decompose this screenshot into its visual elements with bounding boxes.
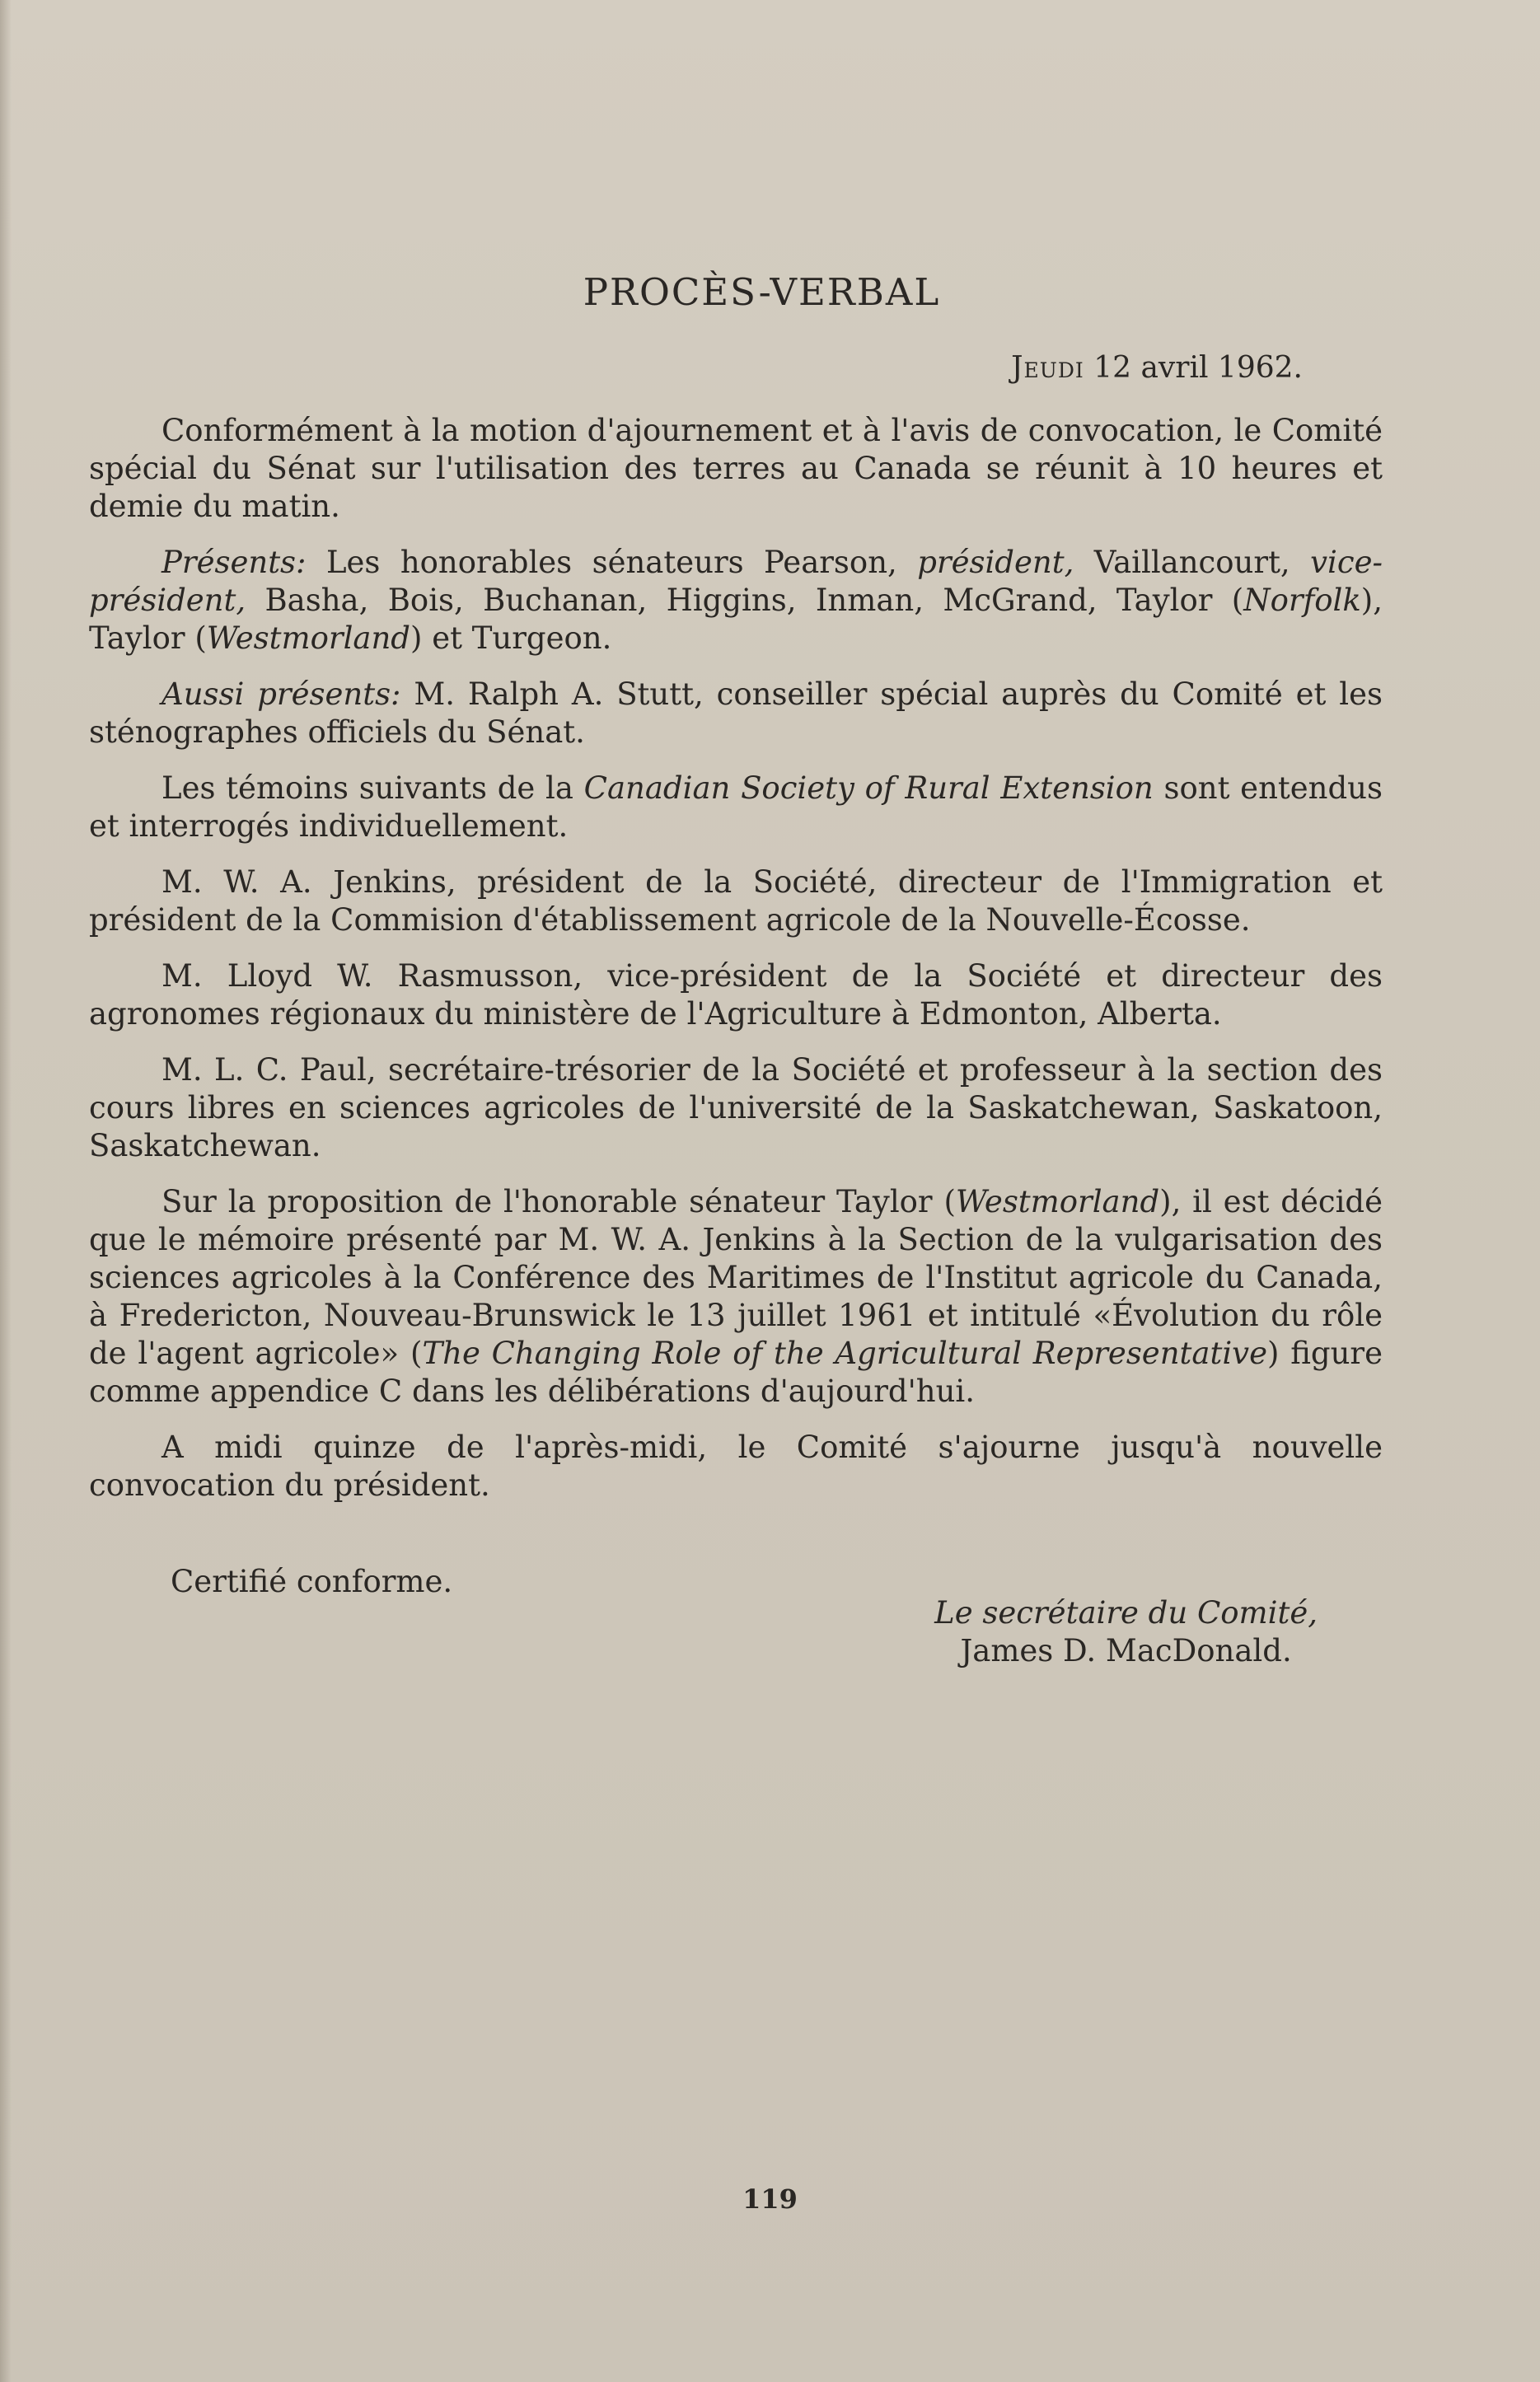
text-run: ) figure comme appendice C dans les délibérations d'aujourd'hui.: [89, 1336, 1383, 1409]
meeting-date-rest: 12 avril 1962.: [1084, 351, 1303, 385]
italic-run: Norfolk: [1243, 583, 1361, 618]
minutes-paragraph: [89, 770, 1383, 845]
minutes-paragraph: [89, 1183, 1383, 1411]
signature-name: James D. MacDonald.: [960, 1633, 1292, 1668]
italic-run: Canadian Society of Rural Extension: [583, 770, 1154, 806]
signature-role: Le secrétaire du Comité,: [934, 1595, 1318, 1631]
italic-run: Westmorland: [206, 620, 410, 656]
text-run: A midi quinze de l'après-midi, le Comité s'ajourne jusqu'à nouvelle convocation du président.: [89, 1430, 1383, 1503]
text-run: Sur la proposition de l'honorable sénateur Taylor (: [161, 1184, 956, 1219]
page-number: 119: [742, 2183, 798, 2215]
certification-line: Certifié conforme.: [171, 1564, 453, 1599]
minutes-paragraph: [89, 1051, 1383, 1165]
minutes-paragraph: [89, 1429, 1383, 1505]
text-run: ) et Turgeon.: [410, 620, 612, 656]
text-run: Basha, Bois, Buchanan, Higgins, Inman, McGrand, Taylor (: [246, 583, 1244, 618]
meeting-date: [1011, 351, 1303, 385]
minutes-paragraph: [89, 544, 1383, 658]
text-run: sont entendus et interrogés individuellement.: [89, 770, 1383, 844]
italic-run: Westmorland: [955, 1184, 1160, 1219]
text-run: Les témoins suivants de la: [161, 770, 584, 806]
text-run: Les honorables sénateurs Pearson,: [306, 545, 918, 580]
meeting-weekday: Jeudi: [1011, 351, 1084, 385]
italic-run: Présents:: [161, 545, 307, 580]
text-run: M. Lloyd W. Rasmusson, vice-président de la Société et directeur des agronomes régionaux du ministère de l'Agriculture à Edmonton, Alberta.: [89, 958, 1383, 1032]
italic-run: vice-président,: [89, 545, 1383, 618]
text-run: ), il est décidé que le mémoire présenté par M. W. A. Jenkins à la Section de la vulgarisation des sciences agricoles à la Conférence des Maritimes de l'Institut agricole du Canada, à Fredericton, Nouveau-Brunswick le 13 juillet 1961 et intitulé «Évolution du rôle de l'agent agricole» (: [89, 1184, 1383, 1371]
minutes-paragraph: [89, 957, 1383, 1033]
signature-block: [934, 1594, 1318, 1670]
page-edge-shadow: [0, 0, 12, 2382]
text-run: M. Ralph A. Stutt, conseiller spécial auprès du Comité et les sténographes officiels du Sénat.: [89, 676, 1383, 750]
minutes-paragraph: [89, 863, 1383, 939]
italic-run: président,: [917, 545, 1074, 580]
minutes-paragraph: [89, 676, 1383, 751]
text-run: Vaillancourt,: [1074, 545, 1311, 580]
page-title: [0, 270, 1540, 314]
italic-run: Aussi présents:: [161, 676, 401, 712]
italic-run: The Changing Role of the Agricultural Representative: [422, 1336, 1267, 1371]
text-run: Conformément à la motion d'ajournement et à l'avis de convocation, le Comité spécial du Sénat sur l'utilisation des terres au Canada se réunit à 10 heures et demie du matin.: [89, 413, 1383, 524]
text-run: M. W. A. Jenkins, président de la Société, directeur de l'Immigration et président de la Commision d'établissement agricole de la Nouvelle-Écosse.: [89, 864, 1383, 938]
minutes-paragraph: [89, 412, 1383, 526]
page-title-text: PROCÈS-VERBAL: [583, 270, 941, 314]
text-run: M. L. C. Paul, secrétaire-trésorier de la Société et professeur à la section des cours libres en sciences agricoles de l'université de la Saskatchewan, Saskatoon, Saskatchewan.: [89, 1052, 1383, 1163]
minutes-body: [89, 412, 1383, 1523]
text-run: ), Taylor (: [89, 583, 1383, 656]
